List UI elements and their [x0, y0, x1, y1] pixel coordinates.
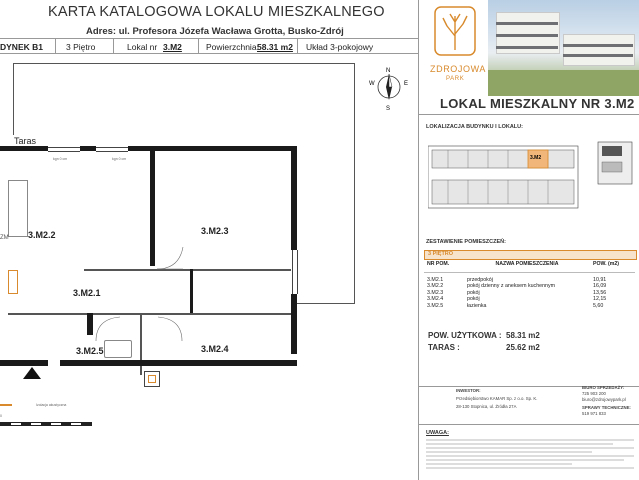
address: Adres: ul. Profesora Józefa Wacława Grotta, Busko-Zdrój	[86, 26, 344, 37]
col-name: NAZWA POMIESZCZENIA	[495, 261, 559, 267]
site-plan	[594, 138, 636, 188]
table-row: 3.M2.4 pokój 12,15	[427, 296, 607, 303]
table-row: 3.M2.2 pokój dzienny z aneksem kuchennym 16,09	[427, 283, 607, 290]
info-separator	[198, 38, 199, 53]
side-label: ZM	[0, 235, 9, 241]
tree-logo-icon	[434, 6, 476, 56]
table-row: 3.M2.1 przedpokój 10,91	[427, 277, 607, 283]
sales-email[interactable]: biuro@zdrojowypark.pl	[582, 397, 626, 402]
terrace-label: Taras	[14, 136, 37, 146]
panel-divider-h	[418, 424, 639, 425]
table-row: 3.M2.3 pokój 13,56	[427, 289, 607, 296]
brand-name: ZDROJOWA	[430, 64, 486, 74]
terrace-area-value: 25.62 m2	[506, 343, 540, 352]
room-label: 3.M2.2	[28, 230, 56, 240]
compass-e: E	[404, 81, 409, 87]
panel-divider-h	[418, 114, 639, 115]
panel-divider	[418, 0, 419, 480]
location-plan	[428, 138, 584, 214]
room-label: 3.M2.5	[76, 346, 104, 356]
window-label: kgn 0 cm	[53, 157, 68, 161]
location-heading: LOKALIZACJA BUDYNKU I LOKALU:	[426, 124, 523, 130]
terrace-area-label: TARAS :	[428, 343, 460, 352]
compass-w: W	[369, 81, 375, 87]
investor-line2: 28-130 Stopnica, ul. Źródła 27A	[456, 404, 517, 409]
compass-n: N	[386, 68, 391, 74]
notes-heading: UWAGA:	[426, 430, 449, 436]
compass-s: S	[386, 106, 391, 112]
entrance-arrow-icon	[22, 366, 42, 380]
usable-area-label: POW. UŻYTKOWA :	[428, 331, 502, 340]
scale-bar	[0, 422, 92, 426]
brand-sub: PARK	[446, 76, 465, 82]
table-row: 3.M2.5 łazienka 5,60	[427, 302, 604, 309]
legend-label: Izolacja akustyczna	[36, 403, 67, 407]
building-photo	[488, 0, 639, 96]
notes-block	[426, 439, 634, 471]
col-nr: NR POM.	[427, 261, 450, 267]
investor-heading: INWESTOR:	[456, 388, 481, 393]
scale-label: 0	[0, 414, 2, 418]
floor-row	[424, 250, 637, 260]
header-divider-bottom	[0, 53, 418, 54]
room-label: 3.M2.3	[201, 226, 229, 236]
unit-label: Lokal nr	[127, 42, 158, 52]
info-separator	[113, 38, 114, 53]
room-label: 3.M2.4	[201, 344, 229, 354]
tech-phone[interactable]: 519 971 833	[582, 411, 606, 416]
floor-plan	[0, 60, 418, 480]
usable-area-value: 58.31 m2	[506, 331, 540, 340]
floor-row-label: 3 PIĘTRO	[428, 251, 454, 257]
sales-phone[interactable]: 725 903 200	[582, 391, 606, 396]
area-value: 58.31 m2	[257, 42, 293, 52]
rooms-table	[424, 261, 636, 309]
unit-value: 3.M2	[163, 42, 182, 52]
info-separator	[55, 38, 56, 53]
building-label: DYNEK B1	[0, 42, 43, 52]
col-area: POW. (m2)	[593, 261, 619, 267]
unit-heading: LOKAL MIESZKALNY NR 3.M2	[440, 96, 635, 111]
page-title: KARTA KATALOGOWA LOKALU MIESZKALNEGO	[48, 4, 385, 20]
brand-logo	[420, 0, 488, 96]
table-divider	[424, 272, 635, 273]
layout-label: Układ 3-pokojowy	[306, 42, 374, 52]
info-separator	[297, 38, 298, 53]
window-label: kgn 0 cm	[112, 157, 127, 161]
sales-heading: BIURO SPRZEDAŻY:	[582, 385, 625, 390]
investor-line1: Przedsiębiorstwo KAMAR Sp. z o.o. Sp. K.	[456, 396, 538, 401]
tech-heading: SPRAWY TECHNICZNE:	[582, 405, 631, 410]
floor-label: 3 Piętro	[66, 42, 96, 52]
header-divider	[0, 38, 418, 39]
summary-heading: ZESTAWIENIE POMIESZCZEŃ:	[426, 239, 506, 245]
room-label: 3.M2.1	[73, 288, 101, 298]
area-label: Powierzchnia:	[206, 42, 259, 52]
location-unit-label: 3.M2	[530, 155, 542, 161]
